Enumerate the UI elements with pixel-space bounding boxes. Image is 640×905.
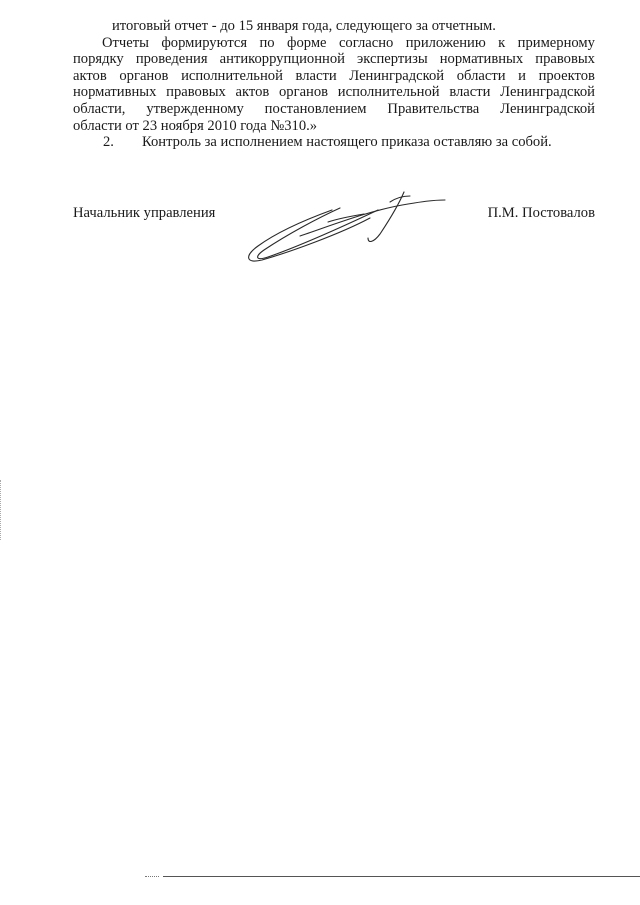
word: органов <box>119 67 169 84</box>
text-line-report-deadline: итоговый отчет - до 15 января года, следующего за отчетным. <box>112 18 496 34</box>
paragraph-line <box>73 84 595 101</box>
document-body <box>73 18 595 151</box>
handwritten-signature <box>240 188 450 268</box>
word: согласно <box>338 34 394 51</box>
word: форме <box>286 34 327 51</box>
word: нормативных <box>439 51 524 68</box>
word: примерному <box>517 34 595 51</box>
item-number: 2. <box>103 134 114 151</box>
word: правовых <box>166 84 226 101</box>
word: области <box>456 67 506 84</box>
word: антикоррупционной <box>219 51 345 68</box>
word: постановлением <box>264 100 367 117</box>
word: Ленинградской <box>500 100 595 117</box>
scan-edge-mark <box>0 480 3 540</box>
word: порядку <box>73 51 124 68</box>
word: проектов <box>538 67 595 84</box>
word: области, <box>73 100 126 117</box>
paragraph-last-line: области от 23 ноября 2010 года №310.» <box>73 117 318 134</box>
word: Ленинградской <box>349 67 445 84</box>
paragraph-line <box>73 101 595 118</box>
word: актов <box>73 67 107 84</box>
word: экспертизы <box>357 51 428 68</box>
footer-rule <box>163 876 640 877</box>
word: власти <box>449 84 491 101</box>
paragraph-line <box>73 35 595 52</box>
word: к <box>498 34 506 51</box>
word: и <box>518 67 526 84</box>
item-text: Контроль за исполнением настоящего приказа оставляю за собой. <box>142 134 552 151</box>
footer-dots <box>145 876 159 878</box>
word: Правительства <box>387 100 480 117</box>
word: актов <box>235 84 270 101</box>
word: формируются <box>161 34 248 51</box>
word: по <box>259 34 275 51</box>
word: приложению <box>405 34 486 51</box>
word: исполнительной <box>337 84 440 101</box>
word: правовых <box>535 51 595 68</box>
word: исполнительной <box>181 67 283 84</box>
paragraph-line <box>73 68 595 85</box>
word: Ленинградской <box>500 84 595 101</box>
word: Отчеты <box>102 34 149 51</box>
word: нормативных <box>73 84 157 101</box>
numbered-item-2 <box>73 134 595 151</box>
word: власти <box>295 67 337 84</box>
paragraph-line <box>73 51 595 68</box>
word: проведения <box>135 51 208 68</box>
signer-position: Начальник управления <box>73 205 216 221</box>
signer-name: П.М. Постовалов <box>487 205 595 221</box>
word: утвержденному <box>146 100 244 117</box>
word: органов <box>279 84 329 101</box>
